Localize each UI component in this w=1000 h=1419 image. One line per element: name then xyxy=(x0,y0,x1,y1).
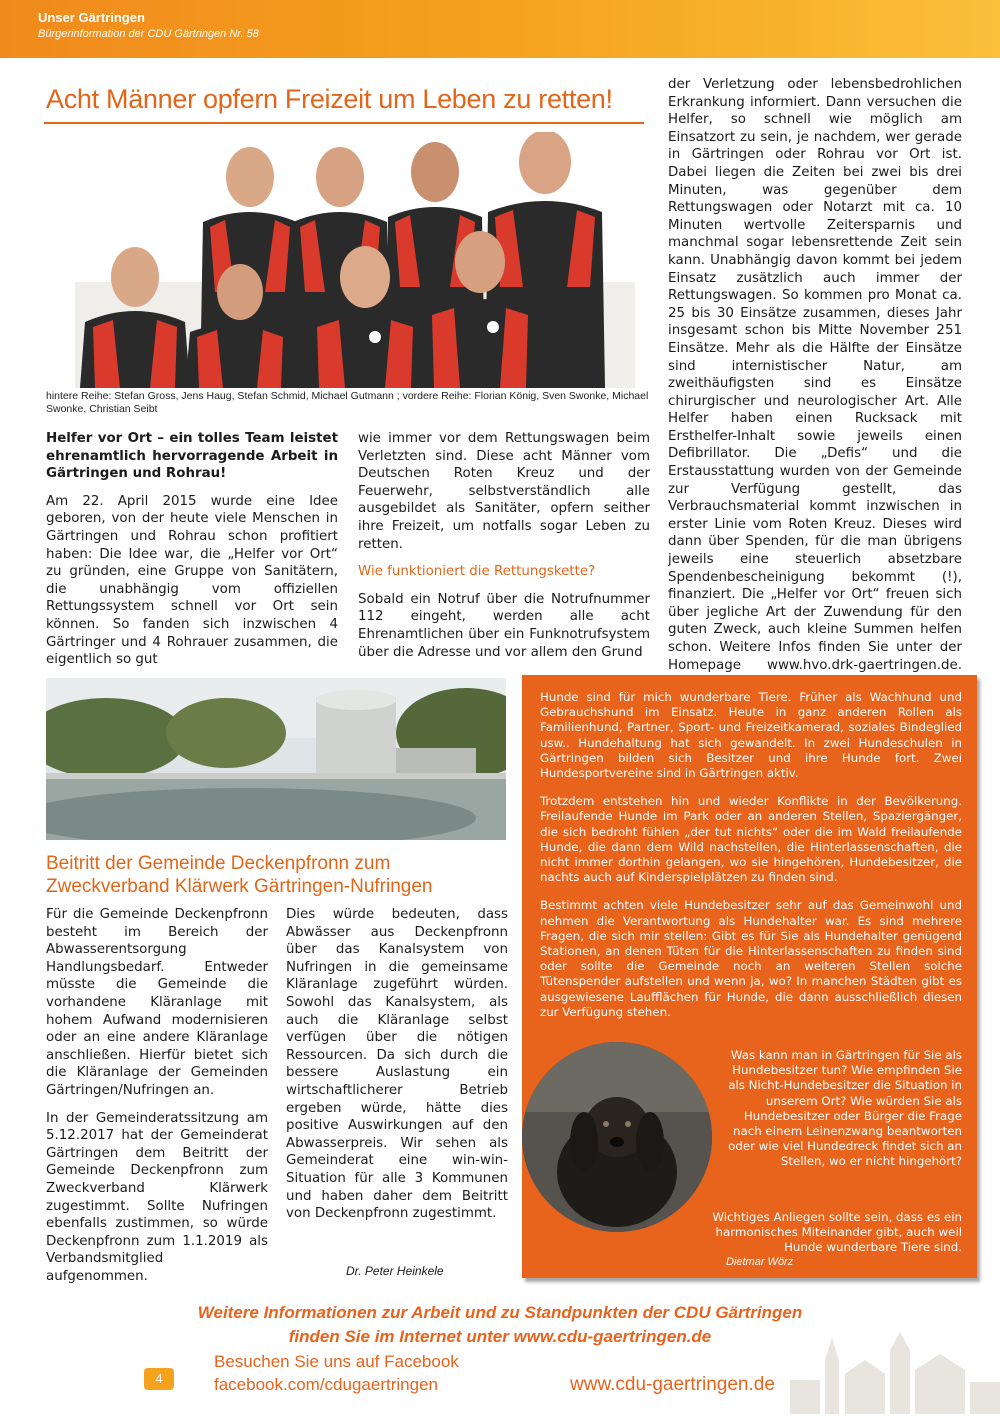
article-paragraph: der Verletzung oder lebensbedrohlichen Erkrankung informiert. Dann versuchen die Helfer, so schnell wie möglich am Einsatzort zu sein, je nachdem, wer gerade in Gärtringen oder Rohrau vor Ort ist. Dabei liegen die Zeiten bei zwei bis drei Minuten, was gegenüber dem Rettungswagen oder Notarzt mit ca. 10 Minuten wertvolle Zeitersparnis und manchmal sogar lebensrettende Zeit sein kann. Unabhängig davon kommt bei jedem Einsatz zusätzlich auch immer der Rettungswagen. So kommen pro Monat ca. 25 bis 30 Einsätze zusammen, dieses Jahr insgesamt schon bis Mitte November 251 Einsätze. Mehr als die Hälfte der Einsätze sind internistischer Natur, am zweithäufigsten sind es Einsätze chirurgischer und neurologischer Art. Alle Helfer haben einen Rucksack mit Ersthelfer-Inhalt sowie jeweils einen Defibrillator. Die „Defis“ und die Erstausstattung wurden von der Gemeinde zur Verfügung gestellt, das Verbrauchsmaterial kommt inzwischen in erster Linie vom Roten Kreuz. Dieses wird dann über Spenden, für die man übrigens jeweils eine steuerlich absetzbare Spendenbescheinigung bekommt (!), finanziert. Die „Helfer vor Ort“ freuen sich über jegliche Art der Zuwendung für den guten Zweck, auch kleine Summen helfen schon. Weitere Infos finden Sie unter der Homepage www.hvo.drk-gaertringen.de. xyxy=(668,77,962,673)
website-link[interactable]: www.cdu-gaertringen.de xyxy=(570,1374,775,1395)
dog-photo xyxy=(522,1042,712,1232)
opinion-paragraph: Trotzdem entstehen hin und wieder Konflikte in der Bevölkerung. Freilaufende Hunde im Park oder an anderen Stellen, Spaziergänger, die sich bedroht fühlen „der tut nichts“ oder die im Wald freilaufende Hunde, die dann dem Wild nachstellen, die Hinterlassenschaften, die nicht immer dorthin gelangen, wo sie hingehören, Hundebesitzer, die nachts auch auf Kinderspielplätzen zu finden sind. xyxy=(540,794,962,885)
opinion-text xyxy=(540,690,962,1033)
article-paragraph: Dies würde bedeuten, dass Abwässer aus Deckenpfronn über das Kanalsystem von Nufringen in die gemeinsame Kläranlage zugeführt würden. Sowohl das Kanalsystem, als auch die Kläranlage selbst verfügen über die nötigen Ressourcen. Da sich durch die bessere Auslastung ein wirtschaftlicherer Betrieb ergeben würde, hätte dies positive Auswirkungen auf den Abwasserpreis. Wir sehen als Gemeinderat eine win-win-Situation für alle 3 Kommunen und haben daher dem Beitritt von Deckenpfronn zugestimmt. xyxy=(286,907,508,1222)
publication-name: Unser Gärtringen xyxy=(38,10,145,25)
sewage-plant-photo xyxy=(46,678,506,840)
article-paragraph: wie immer vor dem Rettungswagen beim Verletzten sind. Diese acht Männer vom Deutschen Roten Kreuz und der Feuerwehr, selbstverständlich alle ausgebildet als Sanitäter, opfern seither ihre Freizeit, um notfalls sogar Leben zu retten. xyxy=(358,431,650,552)
article2-column-2 xyxy=(286,906,508,1233)
opinion-paragraph: Bestimmt achten viele Hundebesitzer sehr auf das Gemeinwohl und nehmen die Verantwortung als Hundehalter war. Es sind mehrere Fragen, die sich mir stellen: Gibt es für Sie als Hundehalter genügend Stationen, an denen Tüten für die Hinterlassenschaften zu finden sind oder sollte die Gemeinde noch an weiteren Stellen solche Tütenspender aufstellen und wenn ja, wo? In manchen Städten gibt es ausgewiesene Laufflächen für Hunde, die dann ausschließlich diesen zur Verfügung stehen. xyxy=(540,898,962,1019)
opinion-paragraph: Wichtiges Anliegen sollte sein, dass es ein harmonisches Miteinander gibt, auch weil Hunde wunderbare Tiere sind. xyxy=(712,1210,962,1255)
facebook-label: Besuchen Sie uns auf Facebook xyxy=(214,1352,459,1371)
page-number: 4 xyxy=(144,1368,174,1390)
team-photo xyxy=(75,132,635,388)
title-rule xyxy=(44,122,644,124)
opinion-paragraph: Hunde sind für mich wunderbare Tiere. Früher als Wachhund und Gebrauchshund im Einsatz. Heute in ganz anderen Rollen als Familienhund, Partner, Sport- und Freizeitkamerad, soziales Bindeglied usw.. Hundehaltung hat sich gewandelt. In zwei Hundeschulen in Gärtringen bilden sich Besitzer und ihre Hunde fort. Zwei Hundesportvereine sind in Gärtringen aktiv. xyxy=(540,690,962,781)
article-author: Dr. Peter Heinkele xyxy=(346,1264,444,1278)
article-subheading: Wie funktioniert die Rettungskette? xyxy=(358,564,596,580)
article-title: Beitritt der Gemeinde Deckenpfronn zum Zweckverband Klärwerk Gärtringen-Nufringen xyxy=(46,853,433,897)
photo-caption: hintere Reihe: Stefan Gross, Jens Haug, Stefan Schmid, Michael Gutmann ; vordere Reihe: Florian König, Sven Swonke, Michael Swonke, Christian Seibt xyxy=(46,390,649,415)
article1-column-1 xyxy=(46,430,338,679)
article-paragraph: In der Gemeinderatssitzung am 5.12.2017 hat der Gemeinderat Gärtringen dem Beitritt der Gemeinde Deckenpfronn zum Zweckverband Klärwerk zugestimmt. Sollte Nufringen ebenfalls zustimmen, so würde Deckenpfronn zum 1.1.2019 als Verbandsmitglied aufgenommen. xyxy=(46,1110,268,1284)
page-header xyxy=(0,0,1000,58)
town-skyline-graphic xyxy=(780,1330,1000,1414)
footer-info-line-2: finden Sie im Internet unter www.cdu-gaertringen.de xyxy=(288,1327,712,1346)
issue-label: Bürgerinformation der CDU Gärtringen Nr. 58 xyxy=(38,28,259,40)
opinion-paragraph: Was kann man in Gärtringen für Sie als Hundebesitzer tun? Wie empfinden Sie als Nicht-Hundebesitzer die Situation in unserem Ort? Wie würden Sie als Hundebesitzer oder Bürger die Frage nach einem Leinenzwang beantworten oder wie viel Hundedreck findet sich an Stellen, wo er nicht hingehört? xyxy=(728,1048,962,1169)
article-lead: Helfer vor Ort – ein tolles Team leistet ehrenamtlich hervorragende Arbeit in Gärtringen und Rohrau! xyxy=(46,431,338,482)
article1-column-2 xyxy=(358,430,650,671)
article-paragraph: Für die Gemeinde Deckenpfronn besteht im Bereich der Abwasserentsorgung Handlungsbedarf. Entweder müsste die Gemeinde die vorhandene Kläranlage mit hohem Aufwand modernisieren oder an eine andere Kläranlage anschließen. Hierfür bietet sich die Kläranlage der Gemeinden Gärtringen/Nufringen an. xyxy=(46,907,268,1098)
article-paragraph: Sobald ein Notruf über die Notrufnummer 112 eingeht, werden alle acht Ehrenamtlichen über ein Funknotrufsystem über die Adresse und vor allem den Grund xyxy=(358,591,650,660)
facebook-link[interactable]: facebook.com/cdugaertringen xyxy=(214,1375,438,1394)
article-paragraph: Am 22. April 2015 wurde eine Idee geboren, von der heute viele Menschen in Gärtringen und Rohrau schon profitiert haben: Die Idee war, die „Helfer vor Ort“ zu gründen, eine Gruppe von Sanitätern, die unabhängig vom offiziellen Rettungssystem schnell vor Ort sein können. So fanden sich inzwischen 4 Gärtringer und 4 Rohrauer zusammen, die eigentlich so gut xyxy=(46,493,338,668)
footer-info-line-1: Weitere Informationen zur Arbeit und zu Standpunkten der CDU Gärtringen xyxy=(197,1303,803,1322)
article-title: Acht Männer opfern Freizeit um Leben zu retten! xyxy=(46,84,613,114)
article1-column-3 xyxy=(668,76,962,702)
article2-column-1 xyxy=(46,906,268,1295)
opinion-author: Dietmar Wörz xyxy=(726,1256,794,1268)
